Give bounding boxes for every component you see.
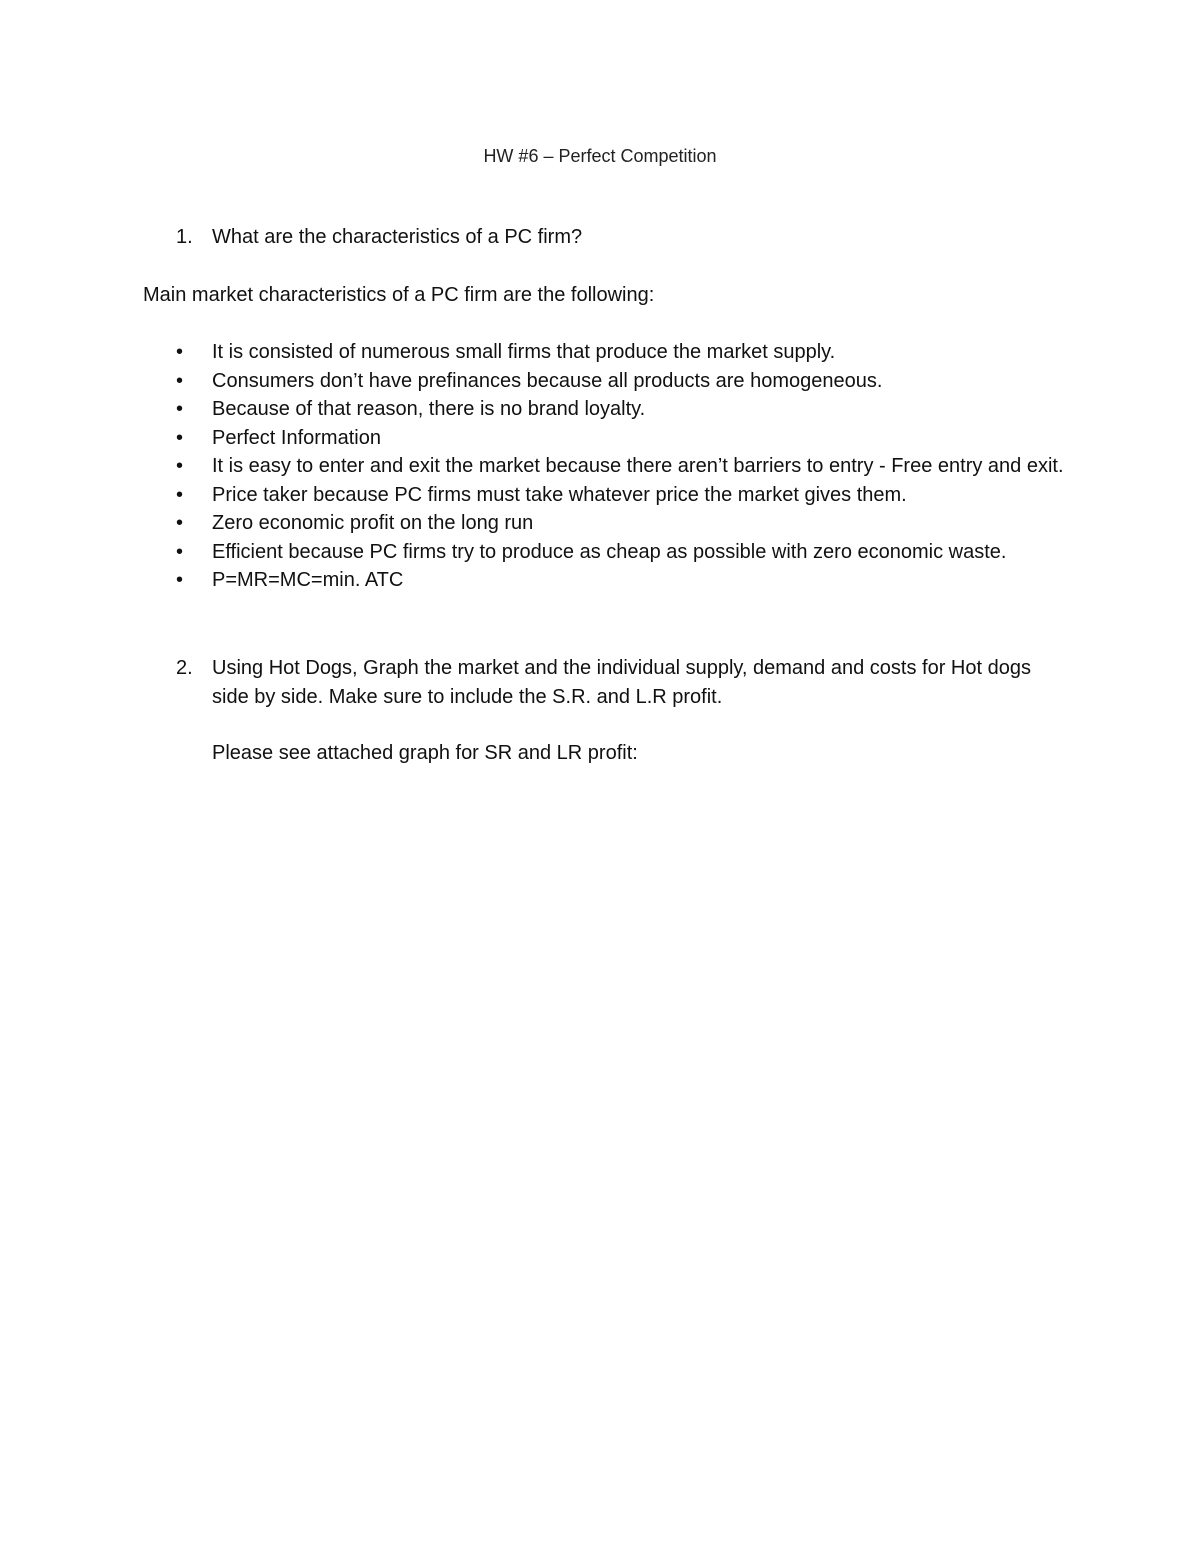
answer-intro: Main market characteristics of a PC firm are the following: — [143, 284, 655, 306]
list-item — [176, 538, 1066, 567]
bullet-icon: • — [176, 512, 184, 534]
list-item-text: It is consisted of numerous small firms that produce the market supply. — [212, 341, 836, 363]
bullet-icon: • — [176, 483, 184, 506]
list-item — [176, 481, 1066, 510]
bullet-icon: • — [176, 455, 184, 477]
question-2-number: 2. — [176, 657, 193, 679]
list-item — [176, 367, 1066, 396]
list-item — [176, 452, 1066, 481]
question-2 — [176, 654, 1056, 711]
characteristics-list — [176, 338, 1066, 595]
page-title: HW #6 – Perfect Competition — [483, 146, 717, 166]
graph-note: Please see attached graph for SR and LR profit: — [212, 742, 638, 764]
list-item-text: Perfect Information — [212, 426, 381, 449]
list-item-text: Because of that reason, there is no brand loyalty. — [212, 398, 646, 420]
question-1-text: What are the characteristics of a PC firm? — [212, 226, 583, 248]
bullet-icon: • — [176, 426, 184, 449]
list-item-text: P=MR=MC=min. ATC — [212, 569, 404, 591]
question-2-text: Using Hot Dogs, Graph the market and the individual supply, demand and costs for Hot dogs side by side. Make sure to include the S.R. and L.R profit. — [212, 657, 1031, 708]
list-item-text: Efficient because PC firms try to produce as cheap as possible with zero economic waste. — [212, 540, 1007, 563]
list-item-text: It is easy to enter and exit the market because there aren’t barriers to entry - Free entry and exit. — [212, 455, 1064, 477]
question-1-number: 1. — [176, 226, 193, 248]
list-item-text: Consumers don’t have prefinances because all products are homogeneous. — [212, 369, 883, 392]
bullet-icon: • — [176, 369, 184, 392]
question-1 — [176, 223, 1056, 252]
list-item — [176, 566, 1066, 595]
bullet-icon: • — [176, 540, 184, 563]
list-item — [176, 424, 1066, 453]
list-item — [176, 395, 1066, 424]
list-item-text: Price taker because PC firms must take whatever price the market gives them. — [212, 483, 907, 506]
list-item — [176, 509, 1066, 538]
bullet-icon: • — [176, 398, 184, 420]
bullet-icon: • — [176, 569, 184, 591]
bullet-icon: • — [176, 341, 184, 363]
list-item-text: Zero economic profit on the long run — [212, 512, 534, 534]
list-item — [176, 338, 1066, 367]
